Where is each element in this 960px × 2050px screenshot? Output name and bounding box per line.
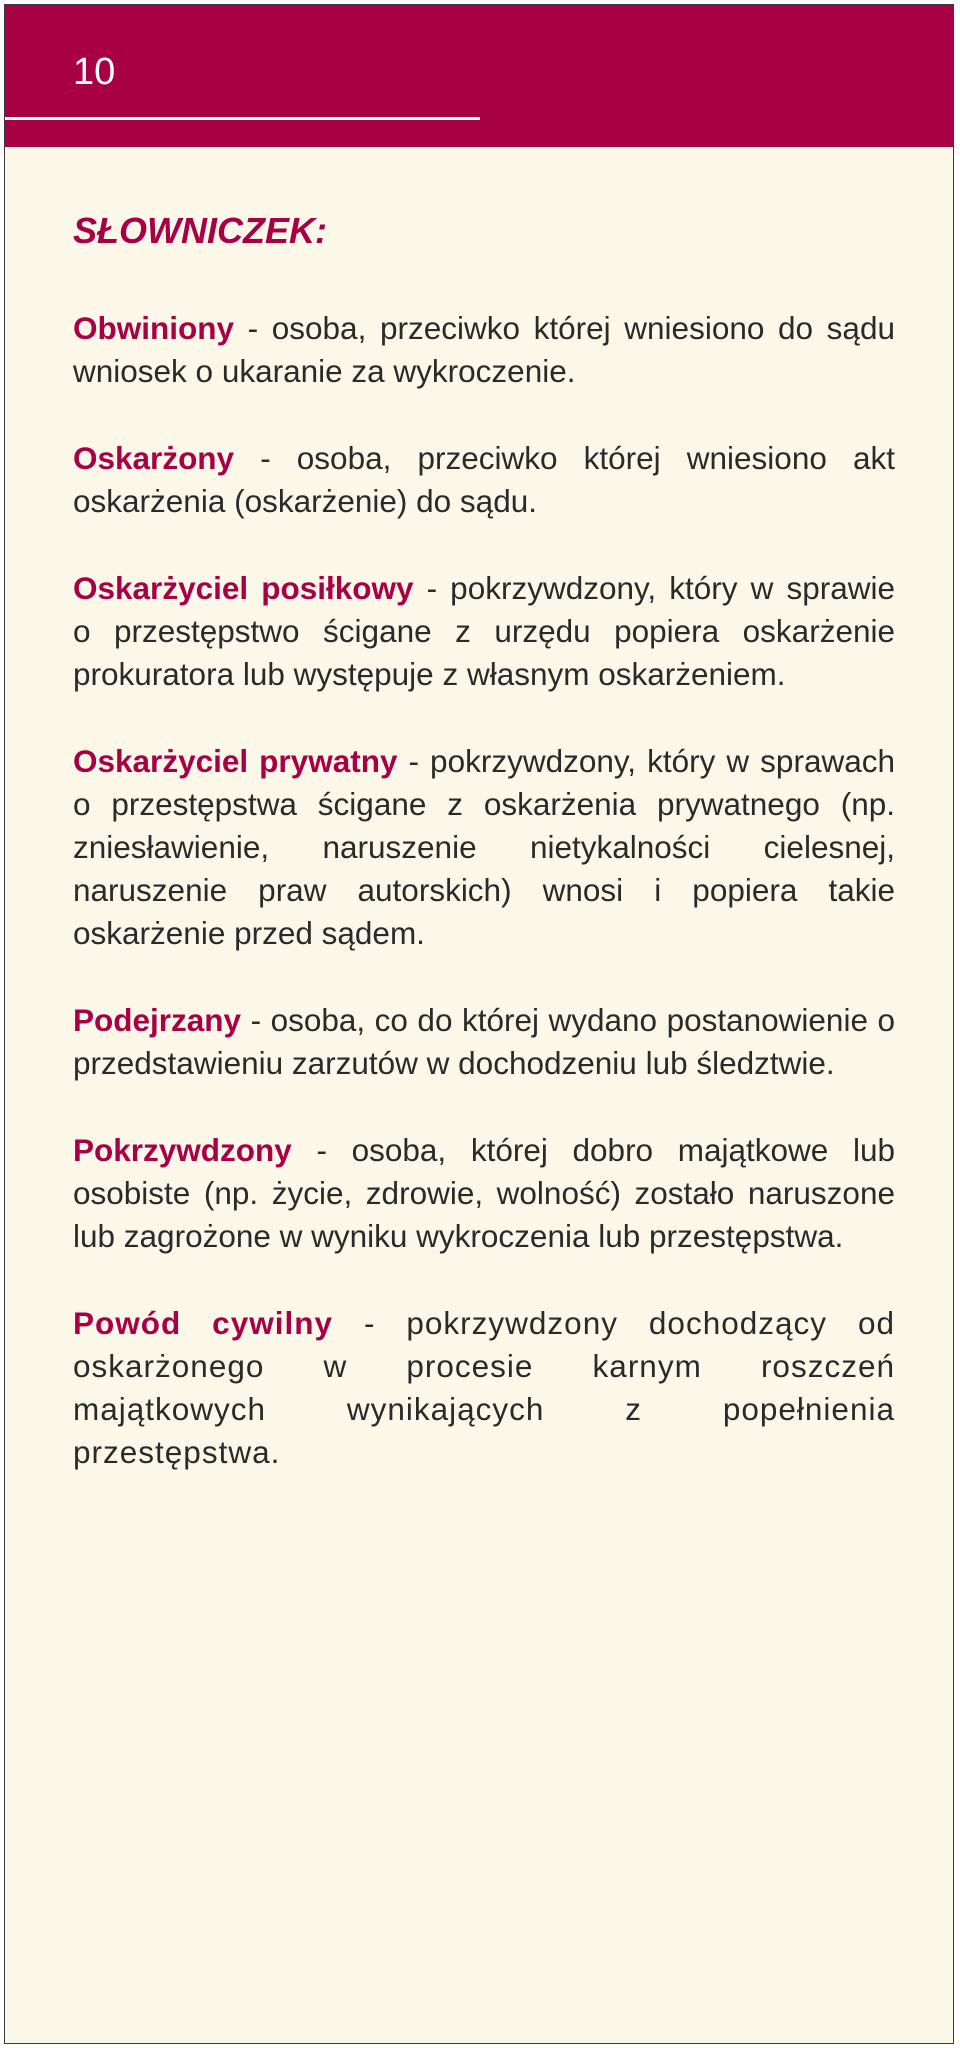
glossary-entry bbox=[73, 1302, 895, 1474]
glossary-definition: - pokrzywdzony, który w sprawach o przestępstwa ścigane z oskarżenia prywatnego (np. zniesławienie, naruszenie nietykalności cielesnej, naruszenie praw autorskich) wnosi i popiera takie oskarżenie przed sądem. bbox=[73, 743, 895, 951]
glossary-definition: - pokrzywdzony, który w sprawie o przestępstwo ścigane z urzędu popiera oskarżenie prokuratora lub występuje z własnym oskarżeniem. bbox=[73, 570, 896, 692]
glossary-entry bbox=[73, 567, 895, 696]
header-band bbox=[5, 5, 953, 147]
header-rule bbox=[5, 117, 480, 120]
glossary-term: Powód cywilny bbox=[73, 1305, 333, 1341]
section-title: SŁOWNICZEK: bbox=[73, 210, 327, 251]
glossary-list bbox=[73, 307, 895, 1518]
document-page bbox=[4, 4, 954, 2044]
glossary-term: Oskarżyciel prywatny bbox=[73, 743, 398, 779]
glossary-entry bbox=[73, 999, 895, 1085]
glossary-term: Obwiniony bbox=[73, 310, 234, 346]
glossary-entry bbox=[73, 437, 895, 523]
glossary-definition: - pokrzywdzony dochodzący od oskarżonego w procesie karnym roszczeń majątkowych wynikających z popełnienia przestępstwa. bbox=[73, 1305, 896, 1470]
glossary-entry bbox=[73, 740, 895, 955]
glossary-term: Pokrzywdzony bbox=[73, 1132, 292, 1168]
page-number: 10 bbox=[73, 51, 116, 93]
glossary-term: Oskarżony bbox=[73, 440, 235, 476]
glossary-definition: - osoba, której dobro majątkowe lub osobiste (np. życie, zdrowie, wolność) zostało naruszone lub zagrożone w wyniku wykroczenia lub przestępstwa. bbox=[73, 1132, 895, 1254]
glossary-definition: - osoba, przeciwko której wniesiono akt oskarżenia (oskarżenie) do sądu. bbox=[73, 440, 895, 519]
glossary-term: Podejrzany bbox=[73, 1002, 242, 1038]
glossary-entry bbox=[73, 307, 895, 393]
glossary-entry bbox=[73, 1129, 895, 1258]
glossary-term: Oskarżyciel posiłkowy bbox=[73, 570, 414, 606]
glossary-definition: - osoba, co do której wydano postanowienie o przedstawieniu zarzutów w dochodzeniu lub śledztwie. bbox=[73, 1002, 895, 1081]
glossary-definition: - osoba, przeciwko której wniesiono do sądu wniosek o ukaranie za wykroczenie. bbox=[73, 310, 895, 389]
